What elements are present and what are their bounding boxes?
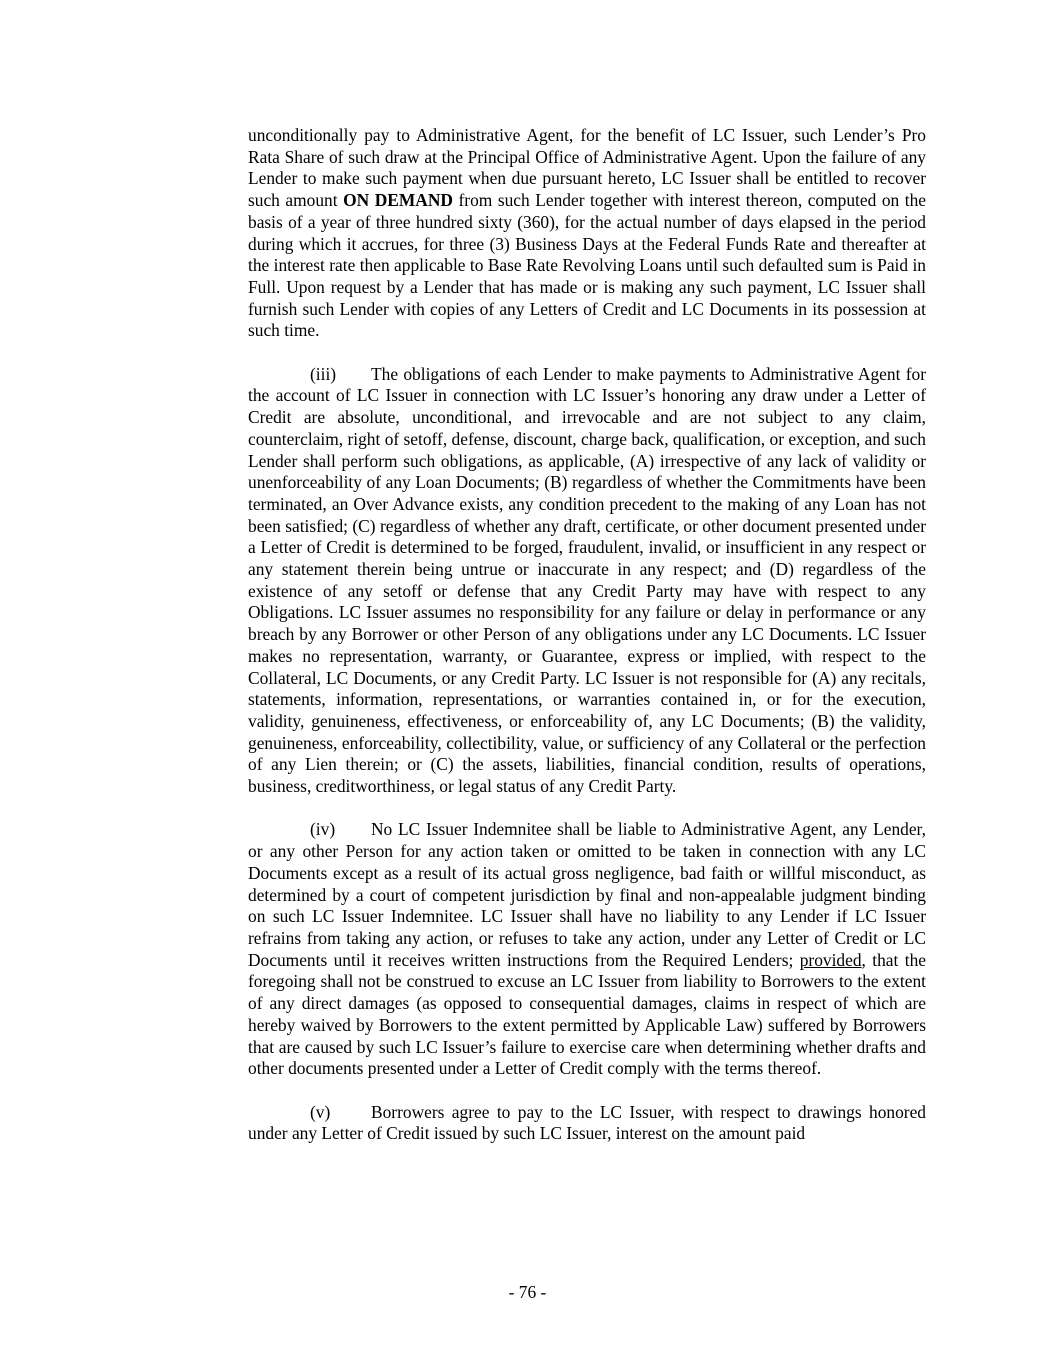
- paragraph-text: , that the foregoing shall not be construed to excuse an LC Issuer from liability to Borrowers to the extent of any direct damages (as opposed to consequential damages, claims in respect of which are hereby waived by Borrowers to the extent permitted by Applicable Law) suffered by Borrowers that are caused by such LC Issuer’s failure to exercise care when determining whether drafts and other documents presented under a Letter of Credit comply with the terms thereof.: [248, 949, 926, 1079]
- document-body: [248, 125, 926, 1167]
- paragraph-text: No LC Issuer Indemnitee shall be liable to Administrative Agent, any Lender, or any other Person for any action taken or omitted to be taken in connection with any LC Documents except as a result of its actual gross negligence, bad faith or willful misconduct, as determined by a court of competent jurisdiction by final and non-appealable judgment binding on such LC Issuer Indemnitee. LC Issuer shall have no liability to any Lender if LC Issuer refrains from taking any action, or refuses to take any action, under any Letter of Credit or LC Documents until it receives written instructions from the Required Lenders;: [248, 819, 926, 970]
- paragraph-text: Borrowers agree to pay to the LC Issuer, with respect to drawings honored under any Letter of Credit issued by such LC Issuer, interest on the amount paid: [248, 1101, 926, 1144]
- paragraph-number: (iii): [310, 363, 337, 384]
- paragraph-iii: [248, 364, 926, 798]
- paragraph-text: from such Lender together with interest thereon, computed on the basis of a year of three hundred sixty (360), for the actual number of days elapsed in the period during which it accrues, for three (3) Business Days at the Federal Funds Rate and thereafter at the interest rate then applicable to Base Rate Revolving Loans until such defaulted sum is Paid in Full. Upon request by a Lender that has made or is making any such payment, LC Issuer shall furnish such Lender with copies of any Letters of Credit and LC Documents in its possession at such time.: [248, 190, 926, 341]
- paragraph-iv: [248, 819, 926, 1079]
- paragraph-v: [248, 1102, 926, 1145]
- paragraph-number: (iv): [310, 819, 336, 840]
- paragraph-text: The obligations of each Lender to make payments to Administrative Agent for the account of LC Issuer in connection with LC Issuer’s honoring any draw under a Letter of Credit are absolute, unconditional, and irrevocable and are not subject to any claim, counterclaim, right of setoff, defense, discount, charge back, qualification, or exception, and such Lender shall perform such obligations, as applicable, (A) irrespective of any lack of validity or unenforceability of any Loan Documents; (B) regardless of whether the Commitments have been terminated, an Over Advance exists, any condition precedent to the making of any Loan has not been satisfied; (C) regardless of whether any draft, certificate, or other document presented under a Letter of Credit is determined to be forged, fraudulent, invalid, or insufficient in any respect or any statement therein being untrue or inaccurate in any respect; and (D) regardless of the existence of any setoff or defense that any Credit Party may have with respect to any Obligations. LC Issuer assumes no responsibility for any failure or delay in performance or any breach by any Borrower or other Person of any obligations under any LC Documents. LC Issuer makes no representation, warranty, or Guarantee, express or implied, with respect to the Collateral, LC Documents, or any Credit Party. LC Issuer is not responsible for (A) any recitals, statements, information, representations, or warranties contained in, or for the execution, validity, genuineness, effectiveness, or enforceability of, any LC Documents; (B) the validity, genuineness, enforceability, collectibility, value, or sufficiency of any Collateral or the perfection of any Lien therein; or (C) the assets, liabilities, financial condition, results of operations, business, creditworthiness, or legal status of any Credit Party.: [248, 363, 926, 797]
- paragraph-number: (v): [310, 1101, 331, 1122]
- page-number: - 76 -: [508, 1282, 547, 1302]
- provided-underlined-term: provided: [799, 949, 862, 970]
- paragraph-text: unconditionally pay to Administrative Agent, for the benefit of LC Issuer, such Lender’s Pro Rata Share of such draw at the Principal Office of Administrative Agent. Upon the failure of any Lender to make such payment when due pursuant hereto, LC Issuer shall be entitled to recover such amount: [248, 125, 926, 211]
- on-demand-emphasis: ON DEMAND: [343, 190, 453, 211]
- paragraph-continuation: [248, 125, 926, 342]
